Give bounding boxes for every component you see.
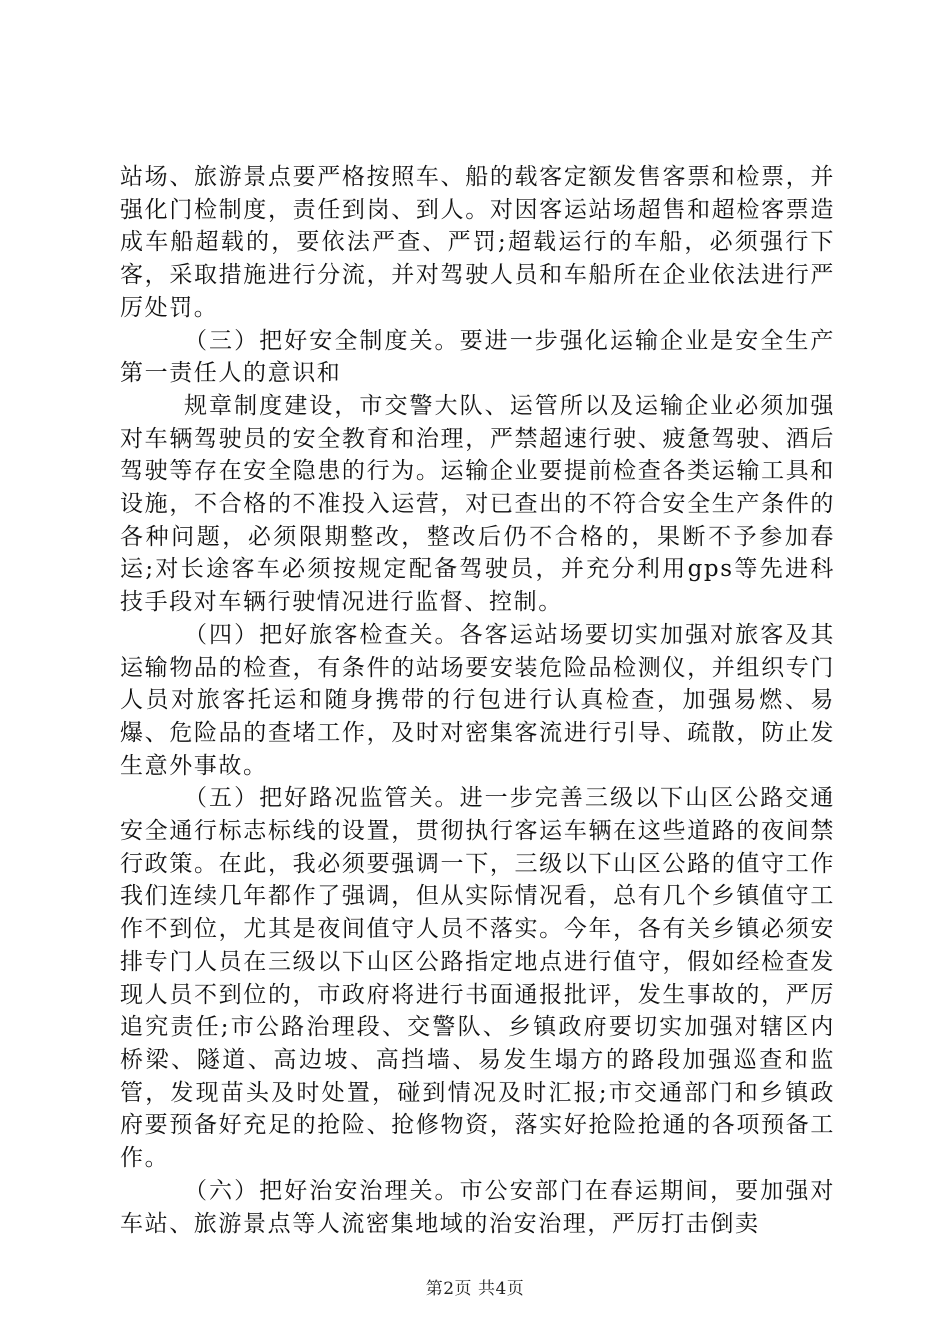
paragraph-section-5: （五）把好路况监管关。进一步完善三级以下山区公路交通安全通行标志标线的设置，贯彻执行客运车辆在这些道路的夜间禁行政策。在此，我必须要强调一下，三级以下山区公路的值守工作我们连续几年都作了强调，但从实际情况看，总有几个乡镇值守工作不到位，尤其是夜间值守人员不落实。今年，各有关乡镇必须安排专门人员在三级以下山区公路指定地点进行值守，假如经检查发现人员不到位的，市政府将进行书面通报批评，发生事故的，严厉追究责任;市公路治理段、交警队、乡镇政府要切实加强对辖区内桥梁、隧道、高边坡、高挡墙、易发生塌方的路段加强巡查和监管，发现苗头及时处置，碰到情况及时汇报;市交通部门和乡镇政府要预备好充足的抢险、抢修物资，落实好抢险抢通的各项预备工作。: [120, 785, 835, 1172]
paragraph-section-3-body: 规章制度建设，市交警大队、运管所以及运输企业必须加强对车辆驾驶员的安全教育和治理，严禁超速行驶、疲惫驾驶、酒后驾驶等存在安全隐患的行为。运输企业要提前检查各类运输工具和设施，不合格的不准投入运营，对已查出的不符合安全生产条件的各种问题，必须限期整改，整改后仍不合格的，果断不予参加春运;对长途客车必须按规定配备驾驶员，并充分利用gps等先进科技手段对车辆行驶情况进行监督、控制。: [120, 392, 835, 616]
paragraph-continuation: 站场、旅游景点要严格按照车、船的载客定额发售客票和检票，并强化门检制度，责任到岗、到人。对因客运站场超售和超检客票造成车船超载的，要依法严查、严罚;超载运行的车船，必须强行下客，采取措施进行分流，并对驾驶人员和车船所在企业依法进行严厉处罚。: [120, 164, 835, 321]
paragraph-section-6: （六）把好治安治理关。市公安部门在春运期间，要加强对车站、旅游景点等人流密集地域的治安治理，严厉打击倒卖: [120, 1177, 835, 1237]
page-number-footer: 第2页 共4页: [425, 1279, 525, 1299]
paragraph-section-4: （四）把好旅客检查关。各客运站场要切实加强对旅客及其运输物品的检查，有条件的站场要安装危险品检测仪，并组织专门人员对旅客托运和随身携带的行包进行认真检查，加强易燃、易爆、危险品的查堵工作，及时对密集客流进行引导、疏散，防止发生意外事故。: [120, 621, 835, 779]
paragraph-section-3-heading: （三）把好安全制度关。要进一步强化运输企业是安全生产第一责任人的意识和: [120, 327, 835, 387]
document-body: [120, 161, 835, 1240]
